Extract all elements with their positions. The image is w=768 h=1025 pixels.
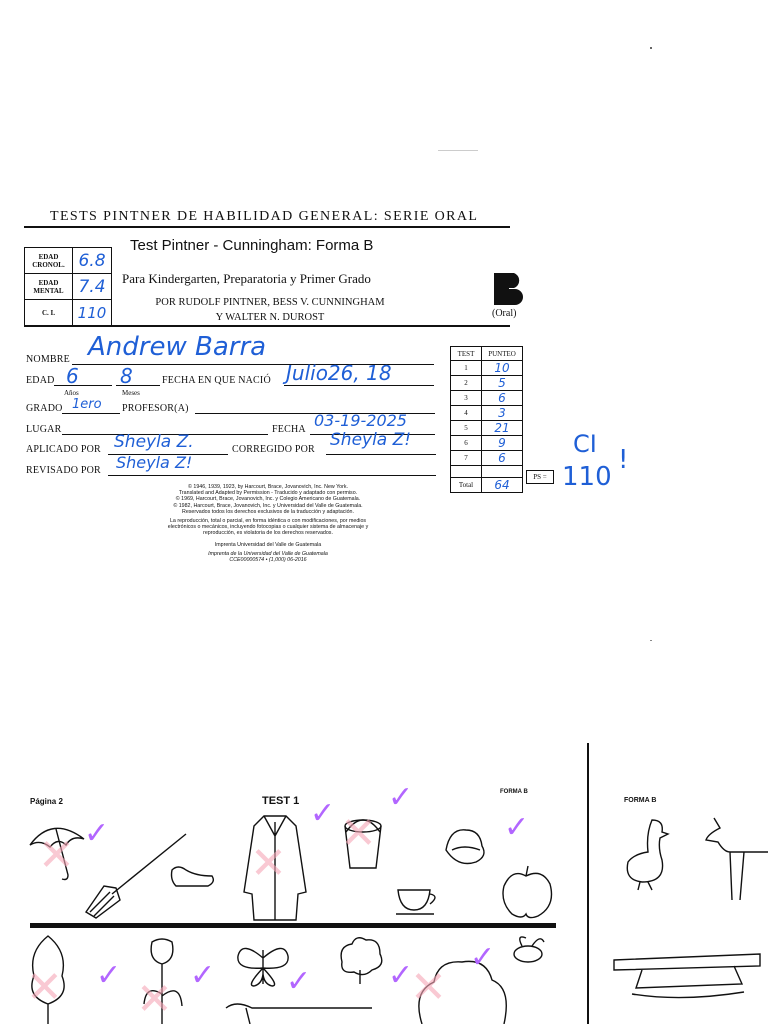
copyright-block — [138, 484, 398, 563]
level-text: Para Kindergarten, Preparatoria y Primer Grado — [122, 271, 371, 286]
ci-value[interactable]: 110 — [73, 300, 112, 326]
cow-icon — [222, 998, 382, 1024]
edad-mental-value[interactable]: 7.4 — [73, 274, 112, 300]
cross-mark: ✕ — [250, 838, 287, 889]
dog-icon — [700, 812, 768, 904]
edad-anos-value[interactable]: 6 — [66, 364, 79, 388]
ci-note: CI — [573, 430, 597, 458]
score-row — [451, 436, 523, 451]
hat-icon — [440, 822, 490, 872]
fecha-label: FECHA — [272, 424, 306, 435]
copyright-line: La reproducción, total o parcial, en forma idéntica o con modificaciones, por medios — [169, 518, 367, 525]
airplane-icon — [612, 944, 762, 1004]
duck-icon — [622, 816, 672, 892]
scan-speck — [438, 150, 478, 151]
cross-mark: ✕ — [410, 962, 447, 1013]
revisado-line — [108, 475, 436, 476]
fecha-nacio-label: FECHA EN QUE NACIÓ — [162, 375, 271, 386]
score-row — [451, 391, 523, 406]
cross-mark: ✕ — [38, 830, 75, 881]
series-title: TESTS PINTNER DE HABILIDAD GENERAL: SERIE ORAL — [50, 209, 479, 224]
form-title: Test Pintner - Cunningham: Forma B — [130, 237, 374, 254]
cross-mark: ✕ — [340, 808, 377, 859]
punteo-value[interactable]: 5 — [482, 376, 523, 391]
ci-note-exclaim: ! — [618, 445, 629, 475]
copyright-line: © 1982, Harcourt, Brace, Jovanovich, Inc. y Universidad del Valle de Guatemala. — [173, 502, 363, 509]
revisado-value[interactable]: Sheyla Z! — [116, 453, 193, 472]
check-mark: ✓ — [388, 780, 414, 815]
check-mark: ✓ — [96, 958, 122, 993]
copyright-line: Translated and Adapted by Permission - Traducido y adaptado con permiso. — [178, 490, 358, 497]
col-punteo-header: PUNTEO — [482, 347, 523, 361]
butterfly-icon — [232, 940, 294, 990]
edad-cronol-label: EDAD CRONOL. — [25, 248, 73, 274]
check-mark: ✓ — [504, 810, 530, 845]
edad-mental-label: EDAD MENTAL — [25, 274, 73, 300]
title-rule — [24, 226, 510, 228]
profesor-label: PROFESOR(A) — [122, 403, 189, 414]
shrub-icon — [334, 932, 386, 984]
corregido-line — [326, 454, 436, 455]
test-number: 4 — [451, 406, 482, 421]
forma-b-logo-icon — [494, 273, 526, 305]
aplicado-value[interactable]: Sheyla Z. — [114, 432, 194, 452]
age-box — [24, 247, 112, 326]
check-mark: ✓ — [470, 940, 496, 975]
ps-box — [526, 470, 554, 484]
fecha-nacio-line — [284, 385, 434, 386]
score-row — [451, 361, 523, 376]
check-mark: ✓ — [286, 964, 312, 999]
copyright-line: electrónicos o mecánicos, incluyendo fotocopias o cualquier sistema de almacenaje y — [167, 524, 369, 531]
score-table — [450, 346, 523, 493]
check-mark: ✓ — [190, 958, 216, 993]
scan-speck — [650, 47, 652, 49]
teacup-icon — [394, 884, 442, 918]
blank-cell — [451, 466, 482, 478]
corregido-value[interactable]: Sheyla Z! — [330, 430, 412, 450]
forma-label: FORMA B — [500, 789, 528, 795]
total-row — [451, 478, 523, 493]
check-mark: ✓ — [310, 796, 336, 831]
copyright-line: Reservados todos los derechos exclusivos de la traducción y adaptación. — [182, 508, 354, 515]
total-value[interactable]: 64 — [482, 478, 523, 493]
ci-note-value: 110 — [562, 462, 612, 492]
fecha-nacio-value[interactable]: Julio26, 18 — [286, 361, 392, 385]
col-test-header: TEST — [451, 347, 482, 361]
copyright-line: reproducción, es violatoria de los derechos reservados. — [203, 530, 333, 537]
nombre-value[interactable]: Andrew Barra — [88, 332, 267, 362]
header-rule — [24, 325, 510, 327]
grado-value[interactable]: 1ero — [72, 397, 102, 412]
punteo-value[interactable]: 21 — [482, 421, 523, 436]
punteo-value[interactable]: 6 — [482, 391, 523, 406]
corregido-label: CORREGIDO POR — [232, 444, 315, 455]
printer-line: Imprenta de la Universidad del Valle de Guatemala — [208, 550, 328, 557]
page-number: Página 2 — [30, 797, 63, 806]
punteo-value[interactable]: 3 — [482, 406, 523, 421]
aplicado-label: APLICADO POR — [26, 444, 101, 455]
score-row — [451, 376, 523, 391]
edad-anos-line — [54, 385, 112, 386]
ci-label: C. I. — [25, 300, 73, 326]
fecha-value[interactable]: 03-19-2025 — [314, 411, 407, 430]
cross-mark: ✕ — [136, 974, 173, 1025]
score-row — [451, 421, 523, 436]
test-number: 7 — [451, 451, 482, 466]
grado-label: GRADO — [26, 403, 63, 414]
nombre-label: NOMBRE — [26, 354, 70, 365]
shoe-icon — [168, 860, 218, 892]
meses-label: Meses — [122, 389, 140, 397]
authors-line1: POR RUDOLF PINTNER, BESS V. CUNNINGHAM — [155, 297, 385, 308]
edad-label: EDAD — [26, 375, 55, 386]
copyright-line: © 1946, 1939, 1923, by Harcourt, Brace, Jovanovich, Inc. New York. — [188, 484, 348, 490]
copyright-line: © 1969, Harcourt, Brace, Jovanovich, Inc. y Colegio Americano de Guatemala. — [175, 496, 361, 503]
printer-line: CCE00000574 • (1,000) 06-2016 — [229, 557, 307, 564]
test-number: 6 — [451, 436, 482, 451]
test-label: TEST 1 — [262, 795, 300, 807]
authors-line2: Y WALTER N. DUROST — [215, 312, 325, 323]
ps-label: PS = — [533, 473, 547, 481]
oral-label: (Oral) — [492, 308, 517, 319]
apple-icon — [498, 862, 556, 922]
edad-cronol-value[interactable]: 6.8 — [73, 248, 112, 274]
printer-line: Imprenta Universidad del Valle de Guatemala — [214, 541, 322, 548]
test-number: 3 — [451, 391, 482, 406]
check-mark: ✓ — [84, 816, 110, 851]
check-mark: ✓ — [388, 958, 414, 993]
test-number: 1 — [451, 361, 482, 376]
score-row — [451, 406, 523, 421]
anos-label: Años — [64, 389, 79, 397]
grado-line — [62, 413, 120, 414]
page-divider — [587, 743, 589, 1024]
test-number: 5 — [451, 421, 482, 436]
lugar-label: LUGAR — [26, 424, 62, 435]
cross-mark: ✕ — [26, 962, 63, 1013]
punteo-value[interactable]: 10 — [482, 361, 523, 376]
punteo-value[interactable]: 6 — [482, 451, 523, 466]
blank-cell — [482, 466, 523, 478]
forma-label-right: FORMA B — [624, 797, 657, 804]
bee-icon — [506, 934, 550, 968]
test-number: 2 — [451, 376, 482, 391]
total-label: Total — [451, 478, 482, 493]
authors — [145, 295, 395, 325]
punteo-value[interactable]: 9 — [482, 436, 523, 451]
score-row — [451, 466, 523, 478]
edad-meses-value[interactable]: 8 — [120, 364, 133, 388]
score-row — [451, 451, 523, 466]
scan-speck — [650, 640, 652, 641]
revisado-label: REVISADO POR — [26, 465, 101, 476]
